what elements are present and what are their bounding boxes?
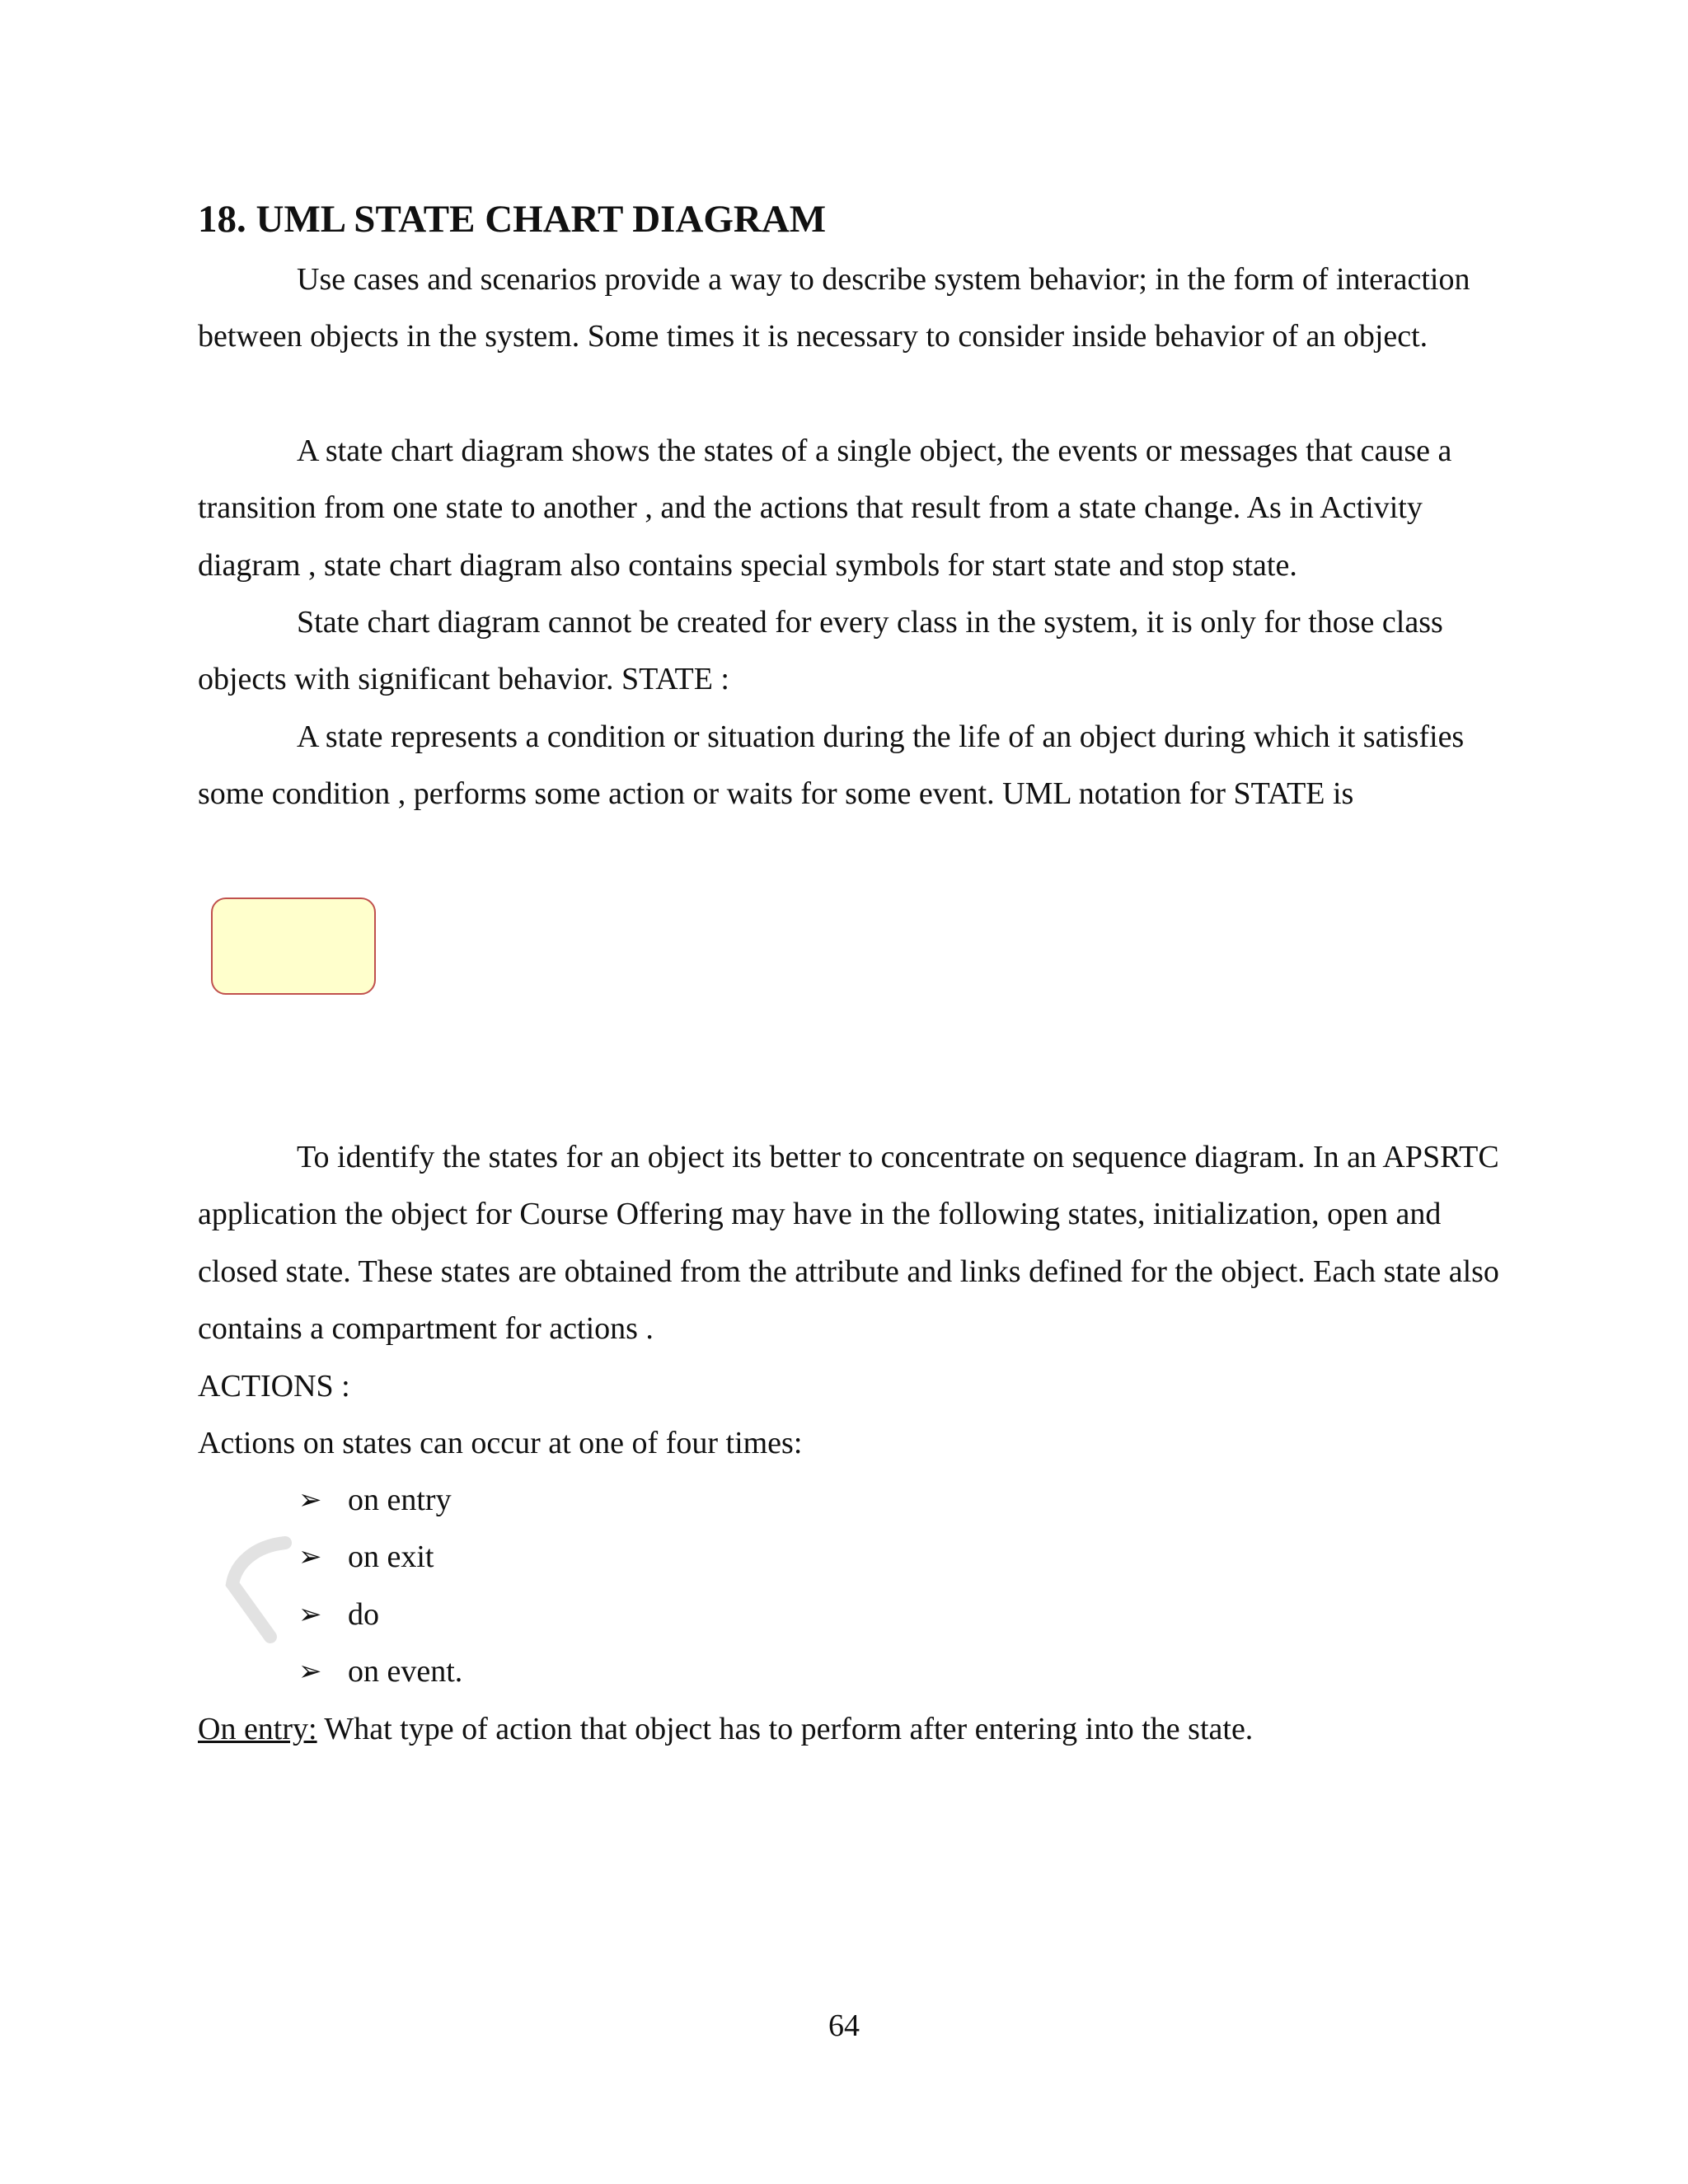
list-item-label: do	[348, 1596, 379, 1632]
arrowhead-bullet-icon: ➢	[298, 1483, 322, 1516]
state-notation-box	[211, 898, 376, 995]
list-item-label: on entry	[348, 1483, 452, 1517]
paragraph-state-definition: A state represents a condition or situation during the life of an object during which it satisfies some condition , performs some action or waits for some event. UML notation for STATE is	[198, 719, 1465, 812]
list-item	[298, 1643, 462, 1700]
arrowhead-bullet-icon: ➢	[298, 1655, 322, 1689]
page-number: 64	[828, 2008, 860, 2043]
on-entry-definition: What type of action that object has to perform after entering into the state.	[316, 1712, 1254, 1746]
paragraph-state-chart-definition: A state chart diagram shows the states of a single object, the events or messages that cause a transition from one state to another , and the actions that result from a state change. As in Activity diagram , state chart diagram also contains special symbols for start state and stop state.	[198, 434, 1452, 583]
arrowhead-bullet-icon: ➢	[298, 1540, 322, 1574]
on-entry-definition-line	[198, 1701, 1253, 1758]
section-heading: 18. UML STATE CHART DIAGRAM	[198, 198, 827, 241]
list-item-label: on event.	[348, 1654, 463, 1690]
list-item-label: on exit	[348, 1540, 434, 1575]
list-item	[298, 1472, 462, 1529]
on-entry-term: On entry:	[198, 1712, 317, 1746]
actions-bullet-list	[298, 1472, 462, 1701]
list-item	[298, 1529, 462, 1586]
arrowhead-bullet-icon: ➢	[298, 1597, 322, 1631]
watermark-glyph	[221, 1535, 312, 1650]
paragraph-state-chart-scope: State chart diagram cannot be created for every class in the system, it is only for those class objects with significant behavior. STATE :	[198, 605, 1443, 697]
actions-intro: Actions on states can occur at one of four times:	[198, 1426, 803, 1460]
list-item	[298, 1586, 462, 1643]
paragraph-use-cases: Use cases and scenarios provide a way to describe system behavior; in the form of interaction between objects in the system. Some times it is necessary to consider inside behavior of an object.	[198, 262, 1470, 354]
actions-heading: ACTIONS :	[198, 1369, 350, 1404]
paragraph-identify-states: To identify the states for an object its better to concentrate on sequence diagram. In an APSRTC application the object for Course Offering may have in the following states, initialization, open and closed state. These states are obtained from the attribute and links defined for the object. Each state also contains a compartment for actions .	[198, 1140, 1499, 1347]
